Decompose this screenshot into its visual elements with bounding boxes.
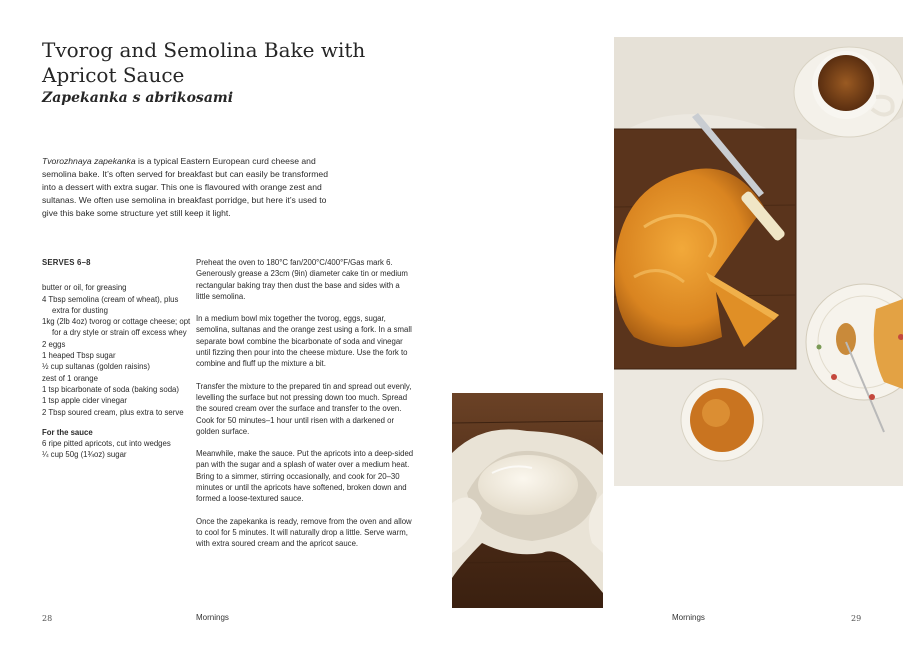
ingredient-item: 1 tsp apple cider vinegar (42, 396, 127, 406)
sauce-heading: For the sauce (42, 427, 93, 437)
recipe-title: Tvorog and Semolina Bake with Apricot Sauce (42, 38, 366, 87)
left-running-footer: Mornings (196, 613, 229, 622)
ingredient-item: 4 Tbsp semolina (cream of wheat), plus extra for dusting (42, 294, 179, 315)
intro-emphasis: Tvorozhnaya zapekanka (42, 156, 136, 166)
ingredient-item: ½ cup sultanas (golden raisins) (42, 362, 150, 372)
cheese-bowl-photo (452, 393, 603, 608)
right-page-number: 29 (851, 614, 862, 623)
sauce-ingredient-item: 6 ripe pitted apricots, cut into wedges (42, 439, 171, 449)
zapekanka-photo (614, 37, 903, 486)
sauce-ingredient-list (42, 438, 192, 461)
ingredient-item: 1 tsp bicarbonate of soda (baking soda) (42, 384, 179, 394)
method-step: In a medium bowl mix together the tvorog, eggs, sugar, semolina, sultanas and the orange zest using a fork. In a small separate bowl combine the bicarbonate of soda and vinegar until fizzing then pour into the cheese mixture. Use the fork to combine and fluff up the mixture a bit. (196, 314, 412, 369)
ingredient-list (42, 282, 192, 418)
ingredient-item: 2 eggs (42, 339, 66, 349)
left-page-number: 28 (42, 614, 53, 623)
recipe-intro (42, 155, 342, 220)
ingredient-item: butter or oil, for greasing (42, 283, 127, 293)
intro-text: is a typical Eastern European curd cheese and semolina bake. It’s often served for breakfast but can easily be transformed into a dessert with extra sugar. This one is flavoured with orange zest and sultanas. We often use semolina in breakfast porridge, but here it’s used to give this bake some structure yet still keep it light. (42, 156, 328, 218)
ingredient-item: 1 heaped Tbsp sugar (42, 351, 116, 361)
method-step: Once the zapekanka is ready, remove from the oven and allow to cool for 5 minutes. It will naturally drop a little. Serve warm, with extra soured cream and the apricot sauce. (196, 516, 412, 549)
method-column (196, 257, 414, 561)
ingredient-item: 2 Tbsp soured cream, plus extra to serve (42, 407, 184, 417)
ingredient-item: zest of 1 orange (42, 373, 98, 383)
method-step: Meanwhile, make the sauce. Put the apricots into a deep-sided pan with the sugar and a splash of water over a medium heat. Bring to a simmer, stirring occasionally, and cook for 20–30 minutes or until the apricots have softened, broken down and formed a loose-textured sauce. (196, 449, 414, 504)
method-step: Preheat the oven to 180°C fan/200°C/400°F/Gas mark 6. Generously grease a 23cm (9in) diameter cake tin or medium rectangular baking tray then dust the base and sides with a little semolina. (196, 258, 408, 301)
right-running-footer: Mornings (672, 613, 705, 622)
sauce-ingredient-item: ¼ cup 50g (1¾oz) sugar (42, 450, 127, 460)
ingredient-item: 1kg (2lb 4oz) tvorog or cottage cheese; opt for a dry style or strain off excess whey (42, 317, 191, 338)
ingredients-column (42, 257, 192, 461)
serves-heading: SERVES 6–8 (42, 258, 91, 267)
method-step: Transfer the mixture to the prepared tin and spread out evenly, levelling the surface but not pressing down too much. Spread the soured cream over the surface and transfer to the oven. Cook for 50 minutes–1 hour until risen with a darkened or golden surface. (196, 381, 412, 436)
recipe-subtitle: Zapekanka s abrikosami (42, 90, 234, 106)
